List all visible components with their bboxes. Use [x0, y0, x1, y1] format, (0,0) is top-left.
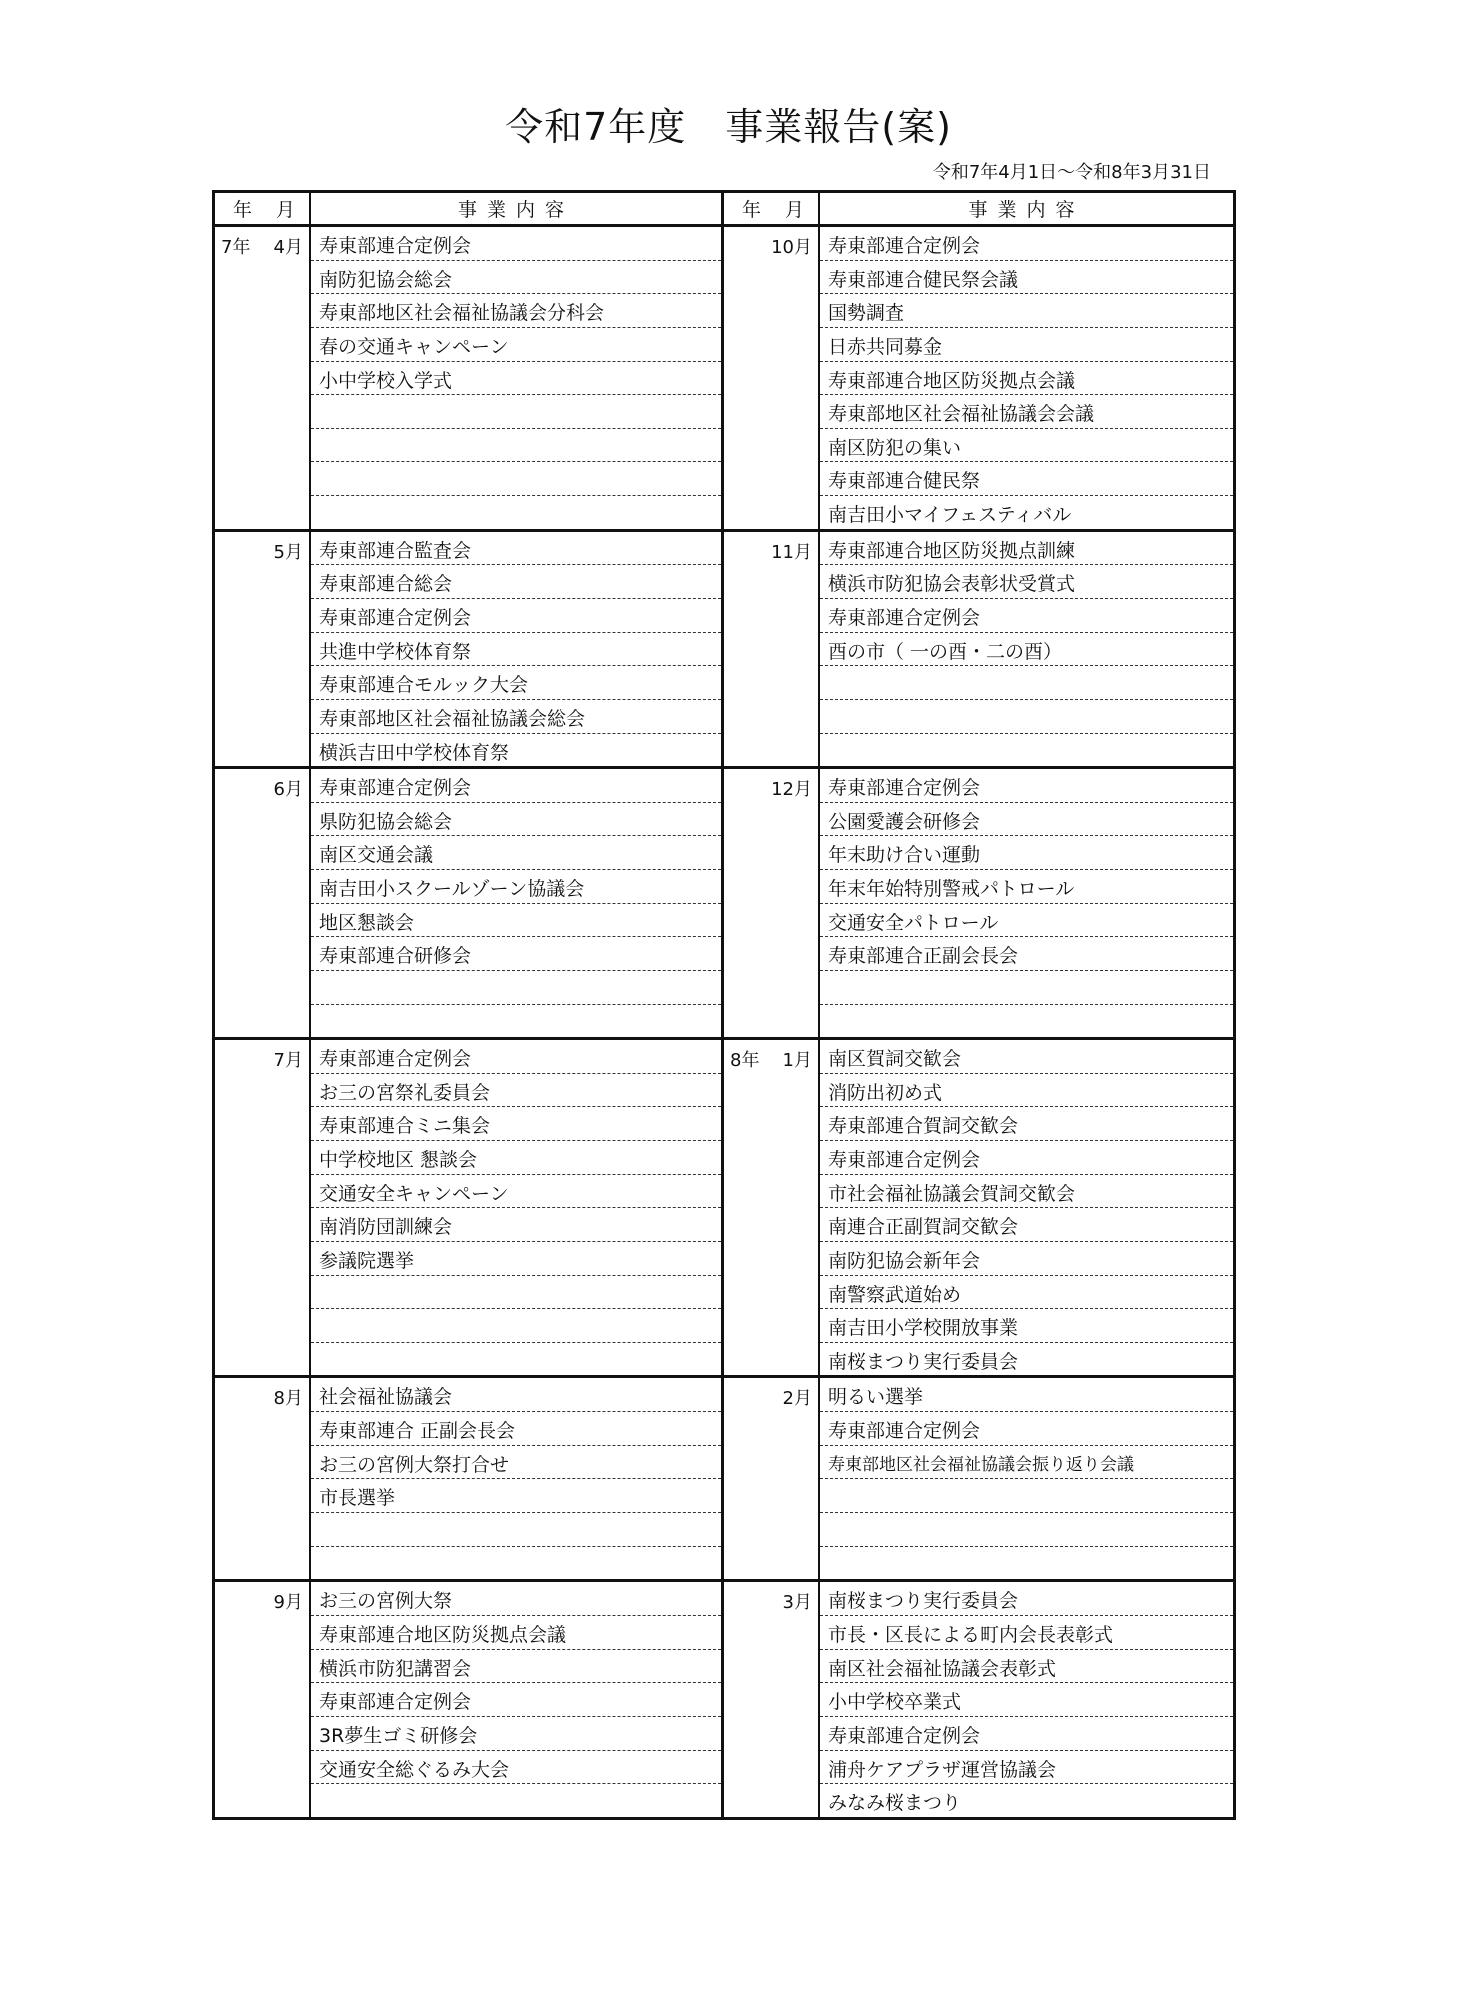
event-row: 横浜市防犯協会表彰状受賞式	[820, 565, 1233, 599]
month-block	[724, 1582, 1233, 1817]
event-row: 寿東部連合定例会	[820, 1141, 1233, 1175]
month-label: 9月	[273, 1592, 303, 1614]
event-row: 寿東部連合定例会	[311, 769, 721, 803]
event-row	[311, 1343, 721, 1376]
event-row: 寿東部連合地区防災拠点会議	[311, 1616, 721, 1650]
event-row: 寿東部連合定例会	[820, 227, 1233, 261]
event-row: 酉の市（ 一の酉・二の酉）	[820, 633, 1233, 667]
event-row	[311, 1784, 721, 1817]
month-label: 1月	[782, 1050, 812, 1072]
event-row: 南防犯協会新年会	[820, 1242, 1233, 1276]
event-row: お三の宮例大祭打合せ	[311, 1446, 721, 1480]
event-row: 年末年始特別警戒パトロール	[820, 870, 1233, 904]
table-header	[724, 193, 1233, 227]
event-row	[311, 1513, 721, 1547]
event-row	[311, 971, 721, 1005]
month-label: 3月	[782, 1592, 812, 1614]
event-row: 寿東部地区社会福祉協議会分科会	[311, 294, 721, 328]
event-row: 南桜まつり実行委員会	[820, 1582, 1233, 1616]
event-row: 南防犯協会総会	[311, 261, 721, 295]
event-row: 寿東部地区社会福祉協議会会議	[820, 395, 1233, 429]
month-label: 5月	[273, 541, 303, 563]
event-row: 南吉田小学校開放事業	[820, 1309, 1233, 1343]
left-column	[215, 193, 724, 1817]
event-row: 小中学校入学式	[311, 362, 721, 396]
month-label: 11月	[771, 541, 812, 563]
report-table	[212, 190, 1236, 1820]
month-cell	[215, 1582, 311, 1817]
event-row: 寿東部地区社会福祉協議会振り返り会議	[820, 1446, 1233, 1480]
year-label: 8年	[730, 1050, 760, 1072]
event-row	[311, 395, 721, 429]
report-period: 令和7年4月1日～令和8年3月31日	[932, 162, 1211, 183]
event-row: お三の宮例大祭	[311, 1582, 721, 1616]
event-list	[820, 769, 1233, 1037]
event-row: 南吉田小スクールゾーン協議会	[311, 870, 721, 904]
event-row: 県防犯協会総会	[311, 803, 721, 837]
event-row	[820, 971, 1233, 1005]
event-row: 消防出初め式	[820, 1074, 1233, 1108]
event-row: 市社会福祉協議会賀詞交歓会	[820, 1175, 1233, 1209]
month-cell	[724, 532, 820, 767]
event-row: 国勢調査	[820, 294, 1233, 328]
event-row: 寿東部連合地区防災拠点訓練	[820, 532, 1233, 566]
event-list	[311, 1378, 721, 1579]
event-row: 寿東部連合地区防災拠点会議	[820, 362, 1233, 396]
event-row: 横浜吉田中学校体育祭	[319, 741, 510, 764]
month-block	[724, 1040, 1233, 1378]
left-body	[215, 227, 721, 1817]
event-row: 南区交通会議	[311, 836, 721, 870]
month-cell	[724, 1040, 820, 1375]
event-row: お三の宮祭礼委員会	[311, 1074, 721, 1108]
event-row	[820, 666, 1233, 700]
right-body	[724, 227, 1233, 1817]
event-row: 市長選挙	[311, 1479, 721, 1513]
event-list	[311, 227, 721, 529]
month-cell	[215, 1040, 311, 1375]
event-row: 寿東部地区社会福祉協議会総会	[311, 700, 721, 734]
event-row: 南区防犯の集い	[820, 429, 1233, 463]
event-row	[820, 1005, 1233, 1038]
event-row	[820, 1513, 1233, 1547]
event-row	[311, 429, 721, 463]
event-row: 寿東部連合定例会	[311, 1683, 721, 1717]
page-title: 令和7年度 事業報告(案)	[505, 105, 952, 149]
event-row	[311, 1547, 721, 1580]
right-column	[724, 193, 1233, 1817]
event-row: 寿東部連合正副会長会	[820, 937, 1233, 971]
event-list	[311, 1582, 721, 1817]
month-label: 7月	[273, 1050, 303, 1072]
event-list	[311, 532, 721, 767]
header-year-month	[215, 193, 311, 224]
event-row: 寿東部連合監査会	[311, 532, 721, 566]
event-row: 寿東部連合健民祭	[820, 462, 1233, 496]
header-content: 事業内容	[968, 199, 1085, 221]
event-row: 寿東部連合健民祭会議	[820, 261, 1233, 295]
month-block	[215, 532, 721, 770]
event-row: 横浜市防犯講習会	[311, 1650, 721, 1684]
event-row: 小中学校卒業式	[820, 1683, 1233, 1717]
event-row: 交通安全パトロール	[820, 904, 1233, 938]
month-block	[215, 769, 721, 1040]
event-row: 浦舟ケアプラザ運営協議会	[820, 1751, 1233, 1785]
event-row: 南区賀詞交歓会	[820, 1040, 1233, 1074]
event-row: 南桜まつり実行委員会	[828, 1350, 1019, 1373]
event-row: 年末助け合い運動	[820, 836, 1233, 870]
header-year-month	[724, 193, 820, 224]
event-row: 春の交通キャンペーン	[311, 328, 721, 362]
event-row: 中学校地区 懇談会	[311, 1141, 721, 1175]
month-cell	[724, 227, 820, 529]
event-list	[311, 769, 721, 1037]
event-list	[820, 1582, 1233, 1817]
month-label: 6月	[273, 779, 303, 801]
event-row	[311, 462, 721, 496]
event-list	[311, 1040, 721, 1375]
event-row: 明るい選挙	[820, 1378, 1233, 1412]
header-month: 月	[275, 199, 295, 221]
month-label: 4月	[273, 237, 303, 258]
event-row: 寿東部連合賀詞交歓会	[820, 1107, 1233, 1141]
year-label: 7年	[221, 237, 251, 258]
event-row: 寿東部連合定例会	[311, 599, 721, 633]
month-block	[724, 769, 1233, 1040]
event-row: 南吉田小マイフェスティバル	[828, 504, 1072, 526]
month-cell	[215, 769, 311, 1037]
event-row	[820, 700, 1233, 734]
month-cell	[215, 532, 311, 767]
event-row: 地区懇談会	[311, 904, 721, 938]
event-row: 寿東部連合モルック大会	[311, 666, 721, 700]
month-block	[724, 227, 1233, 532]
event-list	[820, 227, 1233, 529]
event-row: 共進中学校体育祭	[311, 633, 721, 667]
month-cell	[724, 1378, 820, 1579]
event-list	[820, 1378, 1233, 1579]
event-row: 社会福祉協議会	[311, 1378, 721, 1412]
event-row	[311, 1005, 721, 1038]
month-block	[724, 1378, 1233, 1582]
event-row: 寿東部連合定例会	[820, 769, 1233, 803]
month-cell	[215, 227, 311, 529]
event-row	[311, 1309, 721, 1343]
event-row: 寿東部連合総会	[311, 565, 721, 599]
event-row	[820, 1479, 1233, 1513]
event-row: 寿東部連合定例会	[311, 227, 721, 261]
header-month: 月	[784, 199, 804, 221]
header-year: 年	[742, 199, 762, 221]
table-header	[215, 193, 721, 227]
event-row: 参議院選挙	[311, 1242, 721, 1276]
event-row: 南連合正副賀詞交歓会	[820, 1208, 1233, 1242]
month-cell	[724, 769, 820, 1037]
month-label: 8月	[273, 1388, 303, 1410]
month-block	[215, 1040, 721, 1378]
event-row: 寿東部連合定例会	[311, 1040, 721, 1074]
event-row: 日赤共同募金	[820, 328, 1233, 362]
header-content: 事業内容	[457, 199, 574, 221]
event-row: 南区社会福祉協議会表彰式	[820, 1650, 1233, 1684]
event-row: みなみ桜まつり	[828, 1792, 962, 1815]
event-row: 南消防団訓練会	[311, 1208, 721, 1242]
event-row	[820, 1547, 1233, 1580]
event-row: 交通安全総ぐるみ大会	[311, 1751, 721, 1785]
event-row: 寿東部連合定例会	[820, 1412, 1233, 1446]
event-row	[311, 496, 721, 529]
month-block	[215, 1378, 721, 1582]
event-list	[820, 532, 1233, 767]
event-row: 南警察武道始め	[820, 1276, 1233, 1310]
event-row: 寿東部連合定例会	[820, 599, 1233, 633]
event-row	[820, 734, 1233, 767]
event-row	[311, 1276, 721, 1310]
event-list	[820, 1040, 1233, 1375]
event-row: 3R夢生ゴミ研修会	[311, 1717, 721, 1751]
event-row: 寿東部連合定例会	[820, 1717, 1233, 1751]
month-cell	[724, 1582, 820, 1817]
month-label: 12月	[771, 779, 812, 801]
event-row: 市長・区長による町内会長表彰式	[820, 1616, 1233, 1650]
month-block	[724, 532, 1233, 770]
month-block	[215, 1582, 721, 1817]
header-year: 年	[233, 199, 253, 221]
month-label: 10月	[771, 237, 812, 258]
event-row: 寿東部連合ミニ集会	[311, 1107, 721, 1141]
month-cell	[215, 1378, 311, 1579]
event-row: 寿東部連合研修会	[311, 937, 721, 971]
month-block	[215, 227, 721, 532]
month-label: 2月	[782, 1388, 812, 1410]
event-row: 寿東部連合 正副会長会	[311, 1412, 721, 1446]
event-row: 公園愛護会研修会	[820, 803, 1233, 837]
event-row: 交通安全キャンペーン	[311, 1175, 721, 1209]
